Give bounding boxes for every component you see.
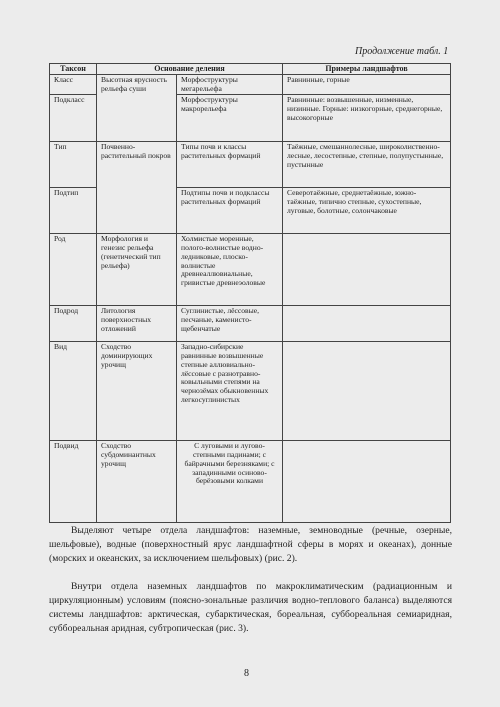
- body-paragraph: Выделяют четыре отдела ландшафтов: наземные, земноводные (речные, озерные, шельфовые), водные (поверхностный ярус ландшафтной сферы в морях и океанах), донные (морских и океанских, за исключением шельфовых) (рис. 2).: [49, 525, 452, 564]
- header-basis: Основание деления: [97, 64, 283, 75]
- taxonomy-table: [49, 63, 451, 523]
- taxon-cell: Тип: [50, 141, 97, 187]
- basis-b-cell: С луговыми и лугово-степными падинами; с байрачными березняками; с западинными осиново-берёзовыми колками: [177, 440, 283, 522]
- table-row: [50, 141, 451, 187]
- basis-b-cell: Западно-сибирские равнинные возвышенные степные аллювиально-лёссовые с разнотравно-ковыльными степями на чернозёмах обыкновенных легкосуглинистых: [177, 341, 283, 440]
- basis-a-cell: Сходство субдоминантных урочищ: [97, 440, 177, 522]
- page-number: 8: [244, 668, 249, 679]
- examples-cell: [283, 341, 451, 440]
- table-row: [50, 75, 451, 95]
- examples-cell: Равнинные: возвышенные, низменные, низинные. Горные: низкогорные, среднегорные, высокогорные: [283, 94, 451, 141]
- table-row: [50, 341, 451, 440]
- basis-a-cell: Почвенно-растительный покров: [97, 141, 177, 233]
- basis-b-cell: Суглинистые, лёссовые, песчаные, каменисто-щебенчатые: [177, 305, 283, 341]
- basis-a-cell: Морфология и генезис рельефа (генетический тип рельефа): [97, 233, 177, 305]
- basis-a-cell: Литология поверхностных отложений: [97, 305, 177, 341]
- examples-cell: [283, 233, 451, 305]
- basis-b-cell: Морфоструктуры мегарельефа: [177, 75, 283, 95]
- basis-b-cell: Типы почв и классы растительных формаций: [177, 141, 283, 187]
- taxon-cell: Подрод: [50, 305, 97, 341]
- examples-cell: [283, 305, 451, 341]
- header-examples: Примеры ландшафтов: [283, 64, 451, 75]
- examples-cell: Равнинные, горные: [283, 75, 451, 95]
- taxon-cell: Класс: [50, 75, 97, 95]
- basis-b-cell: Подтипы почв и подклассы растительных формаций: [177, 187, 283, 233]
- examples-cell: Северотаёжные, среднетаёжные, южно-таёжные, типично степные, сухостепные, луговые, болотные, солончаковые: [283, 187, 451, 233]
- examples-cell: [283, 440, 451, 522]
- taxon-cell: Подкласс: [50, 94, 97, 141]
- basis-a-cell: Высотная ярусность рельефа суши: [97, 75, 177, 142]
- taxon-cell: Вид: [50, 341, 97, 440]
- basis-b-cell: Холмистые моренные, полого-волнистые водно-ледниковые, плоско-волнистые древнеаллювиальные, гривистые древнеэоловые: [177, 233, 283, 305]
- table-row: [50, 440, 451, 522]
- body-paragraph: Внутри отдела наземных ландшафтов по макроклиматическим (радиационным и циркуляционным) условиям (поясно-зональные различия водно-теплового баланса) выделяются системы ландшафтов: арктическая, субарктическая, бореальная, суббореальная семиаридная, суббореальная аридная, субтропическая (рис. 3).: [49, 581, 452, 634]
- table-continuation-label: Продолжение табл. 1: [355, 46, 449, 57]
- taxon-cell: Подтип: [50, 187, 97, 233]
- table-header-row: [50, 64, 451, 75]
- header-taxon: Таксон: [50, 64, 97, 75]
- taxon-cell: Род: [50, 233, 97, 305]
- taxon-cell: Подвид: [50, 440, 97, 522]
- table-row: [50, 233, 451, 305]
- table-row: [50, 305, 451, 341]
- examples-cell: Таёжные, смешаннолесные, широколиственно-лесные, лесостепные, степные, полупустынные, пустынные: [283, 141, 451, 187]
- basis-a-cell: Сходство доминирующих урочищ: [97, 341, 177, 440]
- basis-b-cell: Морфоструктуры макрорельефа: [177, 94, 283, 141]
